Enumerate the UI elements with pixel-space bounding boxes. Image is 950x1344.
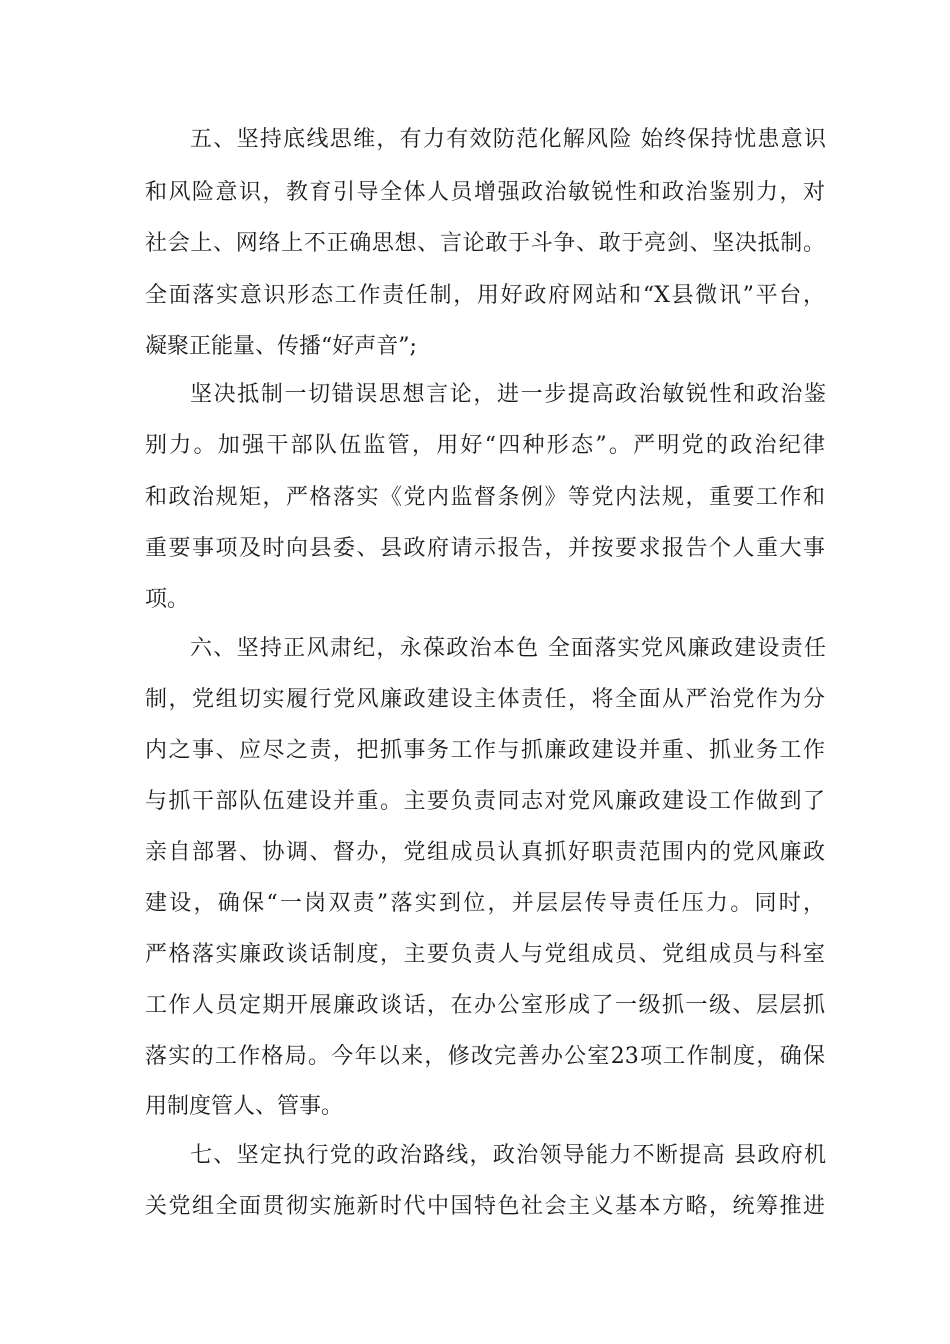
- text-line-14: 与抓干部队伍建设并重。主要负责同志对党风廉政建设工作做到了: [145, 789, 825, 814]
- text-line-20: 用制度管人、管事。: [145, 1094, 344, 1119]
- text-line-17: 严格落实廉政谈话制度，主要负责人与党组成员、党组成员与科室: [145, 942, 825, 967]
- text-line-1: 五、坚持底线思维，有力有效防范化解风险 始终保持忧患意识: [190, 127, 826, 152]
- text-line-12: 制，党组切实履行党风廉政建设主体责任，将全面从严治党作为分: [145, 687, 825, 712]
- text-line-7: 别力。加强干部队伍监管，用好“四种形态”。严明党的政治纪律: [145, 433, 825, 458]
- text-line-5: 凝聚正能量、传播“好声音”;: [145, 334, 417, 359]
- text-line-11: 六、坚持正风肃纪，永葆政治本色 全面落实党风廉政建设责任: [190, 636, 826, 661]
- text-line-3: 社会上、网络上不正确思想、言论敢于斗争、敢于亮剑、坚决抵制。: [145, 231, 825, 256]
- text-line-15: 亲自部署、协调、督办，党组成员认真抓好职责范围内的党风廉政: [145, 840, 825, 865]
- text-line-18: 工作人员定期开展廉政谈话，在办公室形成了一级抓一级、层层抓: [145, 993, 825, 1018]
- text-line-9: 重要事项及时向县委、县政府请示报告，并按要求报告个人重大事: [145, 536, 825, 561]
- text-line-21: 七、坚定执行党的政治路线，政治领导能力不断提高 县政府机: [190, 1143, 826, 1168]
- text-line-8: 和政治规矩，严格落实《党内监督条例》等党内法规，重要工作和: [145, 485, 825, 510]
- text-line-19: 落实的工作格局。今年以来，修改完善办公室23项工作制度，确保: [145, 1044, 825, 1069]
- text-line-4: 全面落实意识形态工作责任制，用好政府网站和“X县微讯”平台，: [145, 283, 825, 308]
- text-line-13: 内之事、应尽之责，把抓事务工作与抓廉政建设并重、抓业务工作: [145, 738, 825, 763]
- text-line-10: 项。: [145, 587, 190, 612]
- text-line-2: 和风险意识，教育引导全体人员增强政治敏锐性和政治鉴别力，对: [145, 180, 825, 205]
- text-line-6: 坚决抵制一切错误思想言论，进一步提高政治敏锐性和政治鉴: [190, 382, 826, 407]
- text-line-16: 建设，确保“一岗双责”落实到位，并层层传导责任压力。同时，: [145, 891, 825, 916]
- text-line-22: 关党组全面贯彻实施新时代中国特色社会主义基本方略，统筹推进: [145, 1194, 825, 1219]
